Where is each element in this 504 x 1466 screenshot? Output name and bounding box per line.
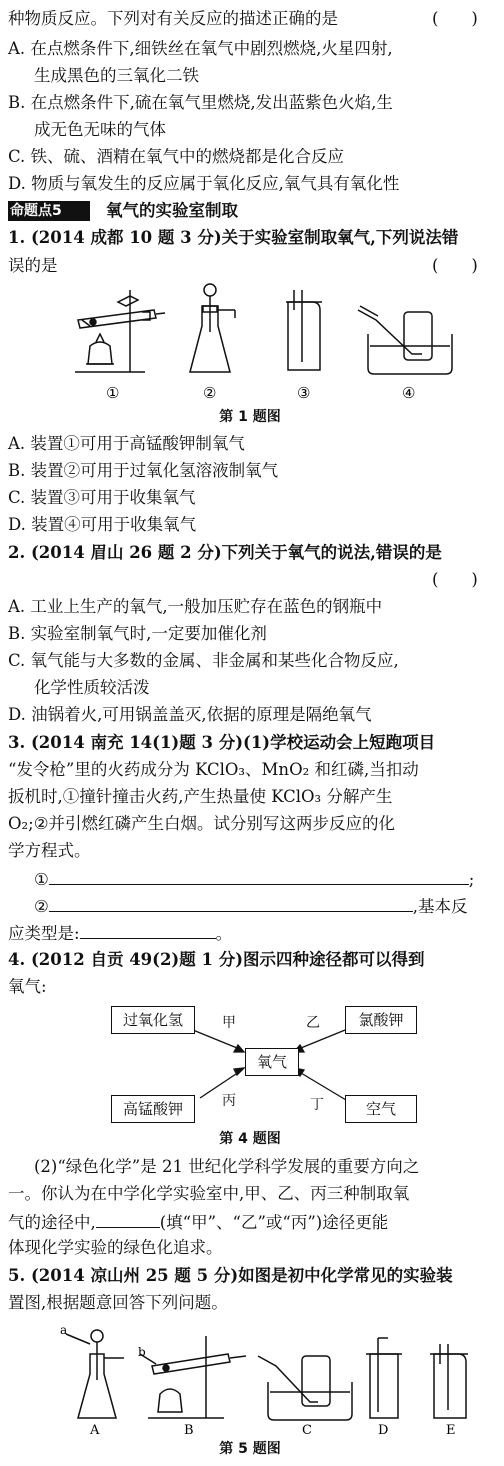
q4-box-potassium-chlorate: 氯酸钾 [345, 1006, 417, 1034]
q1-label-3: ③ [297, 384, 311, 402]
q3-answer-2 [34, 895, 468, 917]
section-tag: 命题点5 [8, 201, 90, 221]
q5-stem-line2: 置图,根据题意回答下列问题。 [8, 1293, 228, 1312]
q1-stem-line1: 1. (2014 成都 10 题 3 分)关于实验室制取氧气,下列说法错 [8, 228, 459, 247]
q3-answer-2-label: ② [34, 897, 49, 916]
q5-label-d: D [378, 1423, 389, 1436]
q4-part2-line2: 一。你认为在中学化学实验室中,甲、乙、丙三种制取氧 [8, 1184, 410, 1203]
q1-option-c: C. 装置③可用于收集氧气 [8, 488, 196, 507]
q3-answer-2-blank[interactable] [49, 895, 413, 912]
q5-apparatus-b [140, 1336, 246, 1418]
q3-stem-line5: 学方程式。 [8, 841, 91, 860]
q1-option-d: D. 装置④可用于收集氧气 [8, 515, 197, 534]
q3-answer-1-label: ① [34, 870, 49, 889]
q5-figure-caption: 第 5 题图 [219, 1441, 281, 1457]
intro-option-a-line2: 生成黑色的三氧化二铁 [34, 66, 199, 85]
q4-label-ding: 丁 [310, 1097, 324, 1113]
intro-option-c: C. 铁、硫、酒精在氧气中的燃烧都是化合反应 [8, 147, 345, 166]
q1-label-4: ④ [402, 384, 416, 402]
intro-option-d: D. 物质与氧发生的反应属于氧化反应,氧气具有氧化性 [8, 174, 400, 193]
q2-option-c-line2: 化学性质较活泼 [34, 678, 150, 697]
q4-label-bing: 丙 [222, 1093, 236, 1109]
q4-part2-line3-start: 气的途径中, [8, 1213, 96, 1232]
q4-figure-caption: 第 4 题图 [219, 1131, 281, 1147]
q5-part-label-a: a [60, 1323, 68, 1337]
q3-reaction-type-end: 。 [215, 924, 233, 943]
q5-apparatus-d [366, 1338, 402, 1418]
q1-option-a: A. 装置①可用于高锰酸钾制氧气 [8, 434, 245, 453]
q5-stem-line1: 5. (2014 凉山州 25 题 5 分)如图是初中化学常见的实验装 [8, 1266, 453, 1285]
q3-answer-2-end: ,基本反 [412, 897, 468, 916]
q5-label-e: E [446, 1423, 456, 1436]
q1-label-1: ① [106, 384, 120, 402]
section-title: 氧气的实验室制取 [106, 201, 238, 220]
q3-stem-line3: 扳机时,①撞针撞击火药,产生热量使 KClO₃ 分解产生 [8, 787, 393, 806]
q4-box-potassium-permanganate: 高锰酸钾 [111, 1095, 195, 1123]
q4-label-jia: 甲 [222, 1015, 236, 1031]
q2-stem: 2. (2014 眉山 26 题 2 分)下列关于氧气的说法,错误的是 [8, 543, 442, 562]
q1-setup-3-gas-collecting-bottle [286, 290, 322, 370]
q3-answer-1-blank[interactable] [49, 868, 469, 885]
q4-answer-blank[interactable] [96, 1211, 160, 1228]
q4-stem-line2: 氧气: [8, 977, 47, 996]
q2-option-c-line1: C. 氧气能与大多数的金属、非金属和某些化合物反应, [8, 651, 399, 670]
q2-option-b: B. 实验室制氧气时,一定要加催化剂 [8, 624, 267, 643]
q2-option-a: A. 工业上生产的氧气,一般加压贮存在蓝色的钢瓶中 [8, 597, 383, 616]
q5-apparatus-a [66, 1330, 124, 1418]
q4-label-yi: 乙 [306, 1015, 320, 1031]
q1-answer-bracket: ( ) [432, 256, 478, 275]
q1-setup-2-conical-flask [190, 284, 235, 372]
intro-option-b-line2: 成无色无味的气体 [34, 120, 166, 139]
q2-option-d: D. 油锅着火,可用锅盖盖灭,依据的原理是隔绝氧气 [8, 705, 372, 724]
q4-box-oxygen: 氧气 [245, 1048, 299, 1076]
q3-answer-1 [34, 868, 474, 890]
intro-option-b-line1: B. 在点燃条件下,硫在氧气里燃烧,发出蓝紫色火焰,生 [8, 93, 393, 112]
q3-stem-line4: O₂;②并引燃红磷产生白烟。试分别写这两步反应的化 [8, 814, 395, 833]
q1-figure-caption: 第 1 题图 [219, 409, 281, 425]
q5-part-label-b: b [138, 1345, 146, 1359]
q5-label-c: C [302, 1423, 312, 1436]
q5-apparatus-c [258, 1356, 352, 1420]
q5-label-b: B [184, 1423, 194, 1436]
intro-stem: 种物质反应。下列对有关反应的描述正确的是 [8, 9, 338, 28]
q4-box-air: 空气 [345, 1095, 417, 1123]
q1-setup-1-heating-apparatus [75, 290, 165, 372]
q5-apparatus-figure [56, 1322, 476, 1436]
q1-label-2: ② [203, 384, 217, 402]
q1-stem-line2: 误的是 [8, 256, 58, 275]
q4-part2-line3-end: (填“甲”、“乙”或“丙”)途径更能 [159, 1213, 389, 1232]
intro-answer-bracket: ( ) [432, 9, 478, 28]
q3-reaction-type-blank[interactable] [80, 922, 216, 939]
q3-stem-line1: 3. (2014 南充 14(1)题 3 分)(1)学校运动会上短跑项目 [8, 733, 436, 752]
q1-setup-4-water-trough [358, 306, 452, 374]
q1-option-b: B. 装置②可用于过氧化氢溶液制氧气 [8, 461, 279, 480]
q3-answer-1-end: ; [468, 870, 475, 889]
q5-label-a: A [90, 1423, 100, 1436]
q3-reaction-type [8, 922, 232, 944]
q5-apparatus-e [430, 1344, 468, 1418]
q3-stem-line2: “发令枪”里的火药成分为 KClO₃、MnO₂ 和红磷,当扣动 [8, 760, 419, 779]
q4-part2-line1: (2)“绿色化学”是 21 世纪化学科学发展的重要方向之 [34, 1157, 420, 1176]
q3-reaction-type-label: 应类型是: [8, 924, 80, 943]
q4-stem-line1: 4. (2012 自贡 49(2)题 1 分)图示四种途径都可以得到 [8, 950, 425, 969]
q4-part2-line3 [8, 1211, 388, 1233]
q2-answer-bracket: ( ) [432, 570, 478, 589]
intro-option-a-line1: A. 在点燃条件下,细铁丝在氧气中剧烈燃烧,火星四射, [8, 39, 393, 58]
q4-arrow-yi [296, 1028, 350, 1050]
q4-part2-line4: 体现化学实验的绿色化追求。 [8, 1238, 223, 1257]
q1-apparatus-figure [60, 282, 460, 404]
q4-box-hydrogen-peroxide: 过氧化氢 [111, 1006, 195, 1034]
